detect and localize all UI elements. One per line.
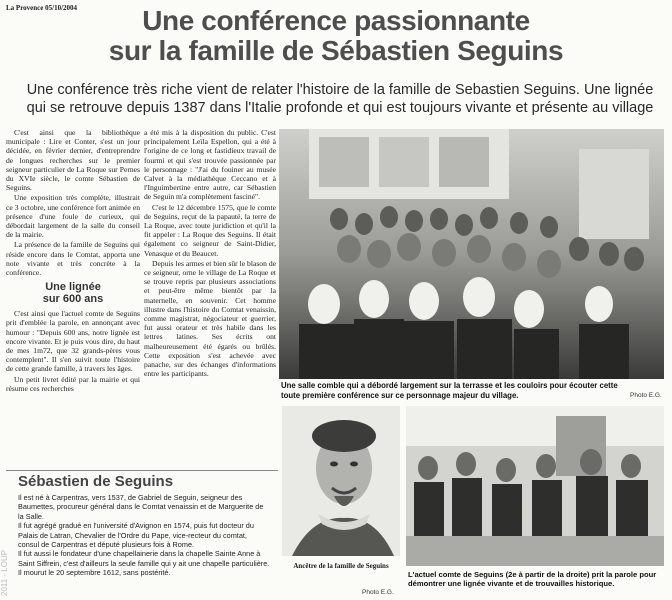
paragraph: C'est ainsi que la bibliothèque municipale : Lire et Conter, s'est un jour décidée, en février dernier, d'entreprendre de longues recherches sur le premier seigneur particulier de La Roque sur Pernes du XVIe siècle, le comte Sébastien de Seguins.	[6, 128, 140, 193]
photo-credit: Photo E.G.	[362, 589, 394, 596]
page-title	[0, 6, 672, 66]
sidebar-paragraph: Il mourut le 20 septembre 1612, sans postérité.	[18, 568, 171, 578]
sidebar-paragraph: Il fut agrégé gradué en l'université d'Avignon en 1574, puis fut docteur du Palais de Latran, Chevalier de l'Ordre du Pape, vice-recteur du comtat, consul de Carpentras et député plusieurs fois à Rome.	[18, 521, 254, 550]
article-column-2	[144, 128, 276, 468]
subheading-line-1: Une lignée	[45, 281, 101, 294]
portrait-caption: Ancêtre de la famille de Seguins	[293, 562, 389, 570]
lead-paragraph	[20, 82, 660, 117]
conference-photo	[279, 129, 664, 379]
paragraph: La présence de la famille de Seguins qui réside encore dans le Comtat, apporta une note vivante et très concrète à la conférence.	[6, 240, 140, 278]
subheading-line-2: sur 600 ans	[42, 293, 104, 306]
conference-photo-caption: Une salle comble qui a débordé largement sur la terrasse et les couloirs pour écouter cette toute première conférence sur ce personnage majeur du village.	[281, 381, 618, 400]
title-line-1: Une conférence passionnante	[142, 5, 530, 36]
paragraph: C'est ainsi que l'actuel comte de Seguins prit d'emblée la parole, en annonçant avec humour : "Depuis 600 ans, notre lignée est encore vivante. Et je puis vous dire, du haut de mes 1m72, que 32 grands-pères vous contemplent". Il s'en suivit toute l'histoire de cette grande famille, à travers les âges.	[6, 309, 140, 374]
paragraph: Depuis les armes et bien sûr le blason de ce seigneur, orne le village de La Roque et se trouve repris par plusieurs associations et peut-être même bientôt par la maternelle, en souvenir. Cet homme illustre dans l'histoire du Comtat venaissin, comme magistrat, négociateur et guerrier, fut aussi orateur et très habile dans les lettres latines. Ses écrits ont malheureusement été égarés ou brûlés. Cette exposition s'est achevée avec panache, sur des échanges d'informations entre les participants.	[144, 258, 276, 379]
paragraph: C'est le 12 décembre 1575, que le comte de Seguins, reçut de la papauté, la terre de La Roque, avec toute juridiction et qu'il la fit appeler : La Roque des Seguins. Il était également co seigneur de Saint-Didier, Venasque et du Beaucet.	[144, 202, 276, 258]
count-speaking-image	[406, 406, 664, 566]
portrait-photo	[282, 406, 400, 556]
article-column-1	[6, 128, 140, 468]
dateline: La Provence 05/10/2004	[6, 4, 78, 12]
count-photo	[406, 406, 664, 566]
count-photo-caption: L'actuel comte de Seguins (2e à partir de la droite) prit la parole pour démontrer une lignée vivante et de trouvailles historique.	[408, 570, 657, 588]
sidebar-title: Sébastien de Seguins	[18, 473, 174, 490]
lead-line-2: qui se retrouve depuis 1387 dans l'Italie profonde et qui est toujours vivante et présente au village	[26, 99, 654, 116]
sidebar-paragraph: Il fut aussi le fondateur d'une chapellainerie dans la chapelle Sainte Anne à Saint Siffrein, c'est d'ailleurs la seule famille qui y ait une chapelle particulière.	[18, 549, 270, 568]
paragraph: a été mis à la disposition du public. C'est principalement Leïla Espellon, qui a été à l'origine de ce long et fastidieux travail de fourmi et qui s'est trouvée passionnée par le personnage : "J'ai du fouiner au musée Calvet à la médiathèque Ceccano et à l'Inguimbertine entre autre, car Sébastien de Seguin m'a complètement fasciné".	[144, 128, 276, 202]
lead-line-1: Une conférence très riche vient de relater l'histoire de la famille de Sebastien Seguins. Une lignée	[26, 82, 654, 98]
ancestor-portrait-image	[282, 406, 400, 556]
sidebar-box	[6, 470, 278, 599]
sidebar-paragraph: Il est né à Carpentras, vers 1537, de Gabriel de Seguin, seigneur des Baumettes, procureur général dans le Comtat venaissin et de Marguerite de la Salle.	[18, 493, 264, 521]
photo-credit: Photo E.G.	[630, 392, 662, 399]
title-line-2: sur la famille de Sébastien Seguins	[108, 35, 564, 66]
conference-audience-image	[279, 129, 664, 379]
sidebar-text	[6, 493, 278, 578]
archive-stamp: 2011 - LOUP	[0, 549, 9, 596]
paragraph: Un petit livret édité par la mairie et qui résume ces recherches	[6, 374, 140, 393]
paragraph: Une exposition très complète, illustrait ce 3 octobre, une conférence fort animée en présence d'une foule de curieux, qui débordait largement de la salle du conseil de la mairie.	[6, 193, 140, 240]
subheading	[6, 281, 140, 305]
